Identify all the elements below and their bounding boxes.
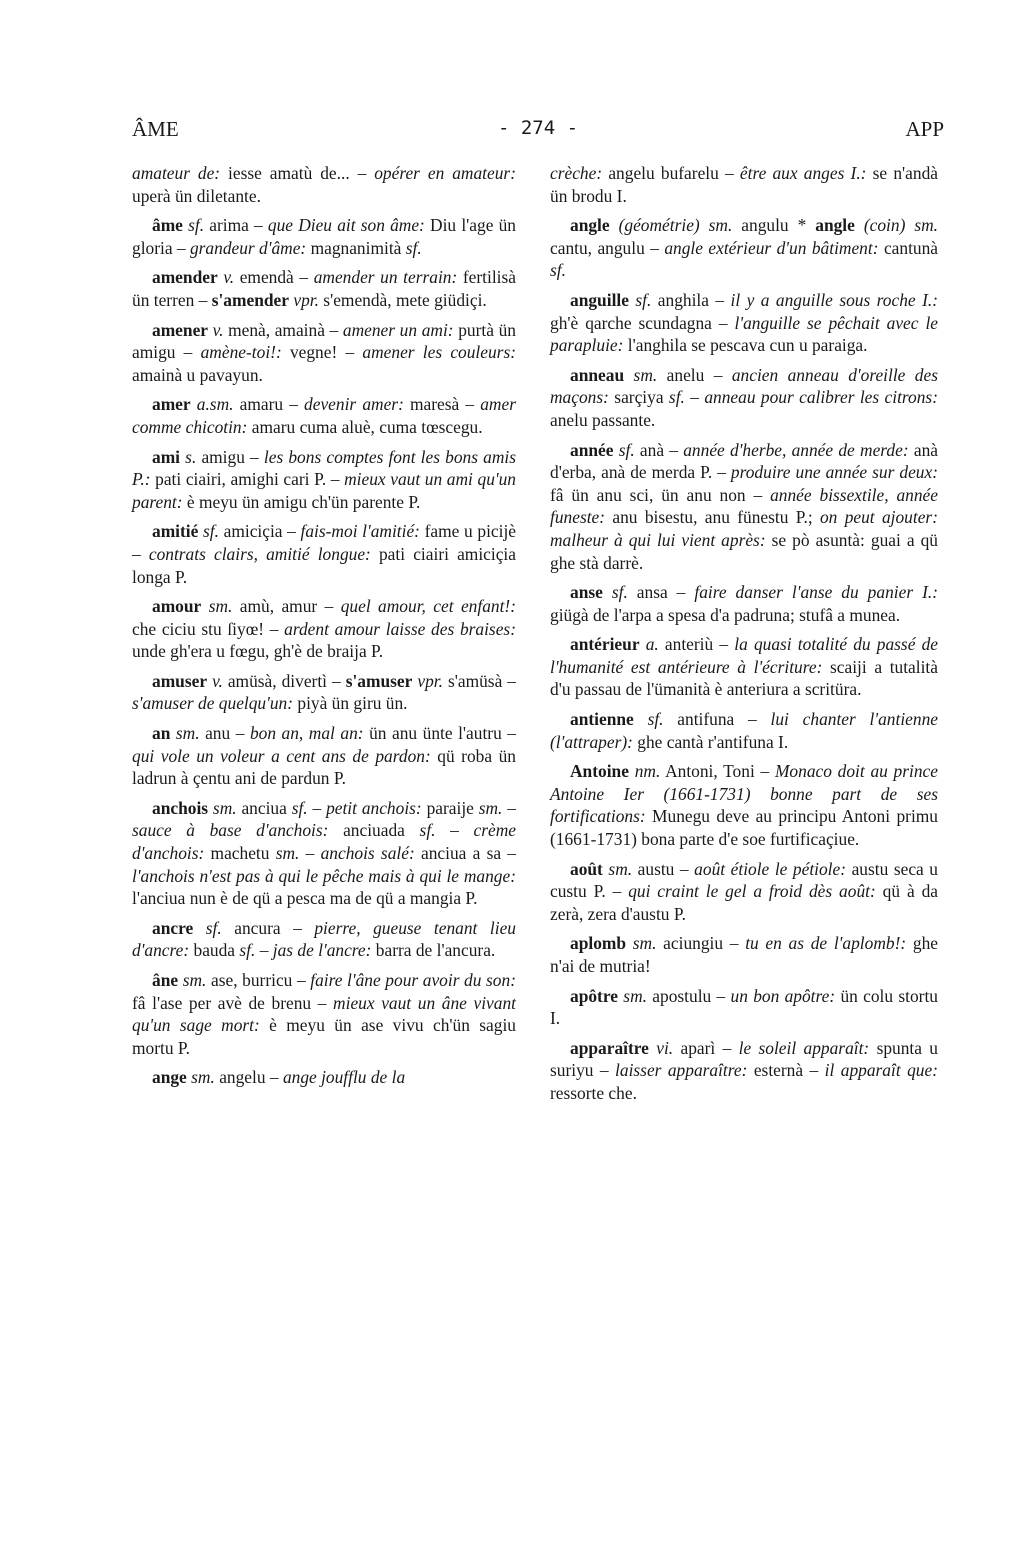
french-text: sf. [405,237,422,258]
headword: année [570,439,614,460]
dictionary-entry [550,364,938,432]
page-number: - 274 - [497,117,579,139]
french-text: pierre, gueuse tenant lieu d'ancre: [132,917,516,961]
headword: an [152,723,171,744]
french-text: sf. [611,582,628,603]
headword: ange [152,1067,187,1088]
monegasque-text: qü roba ün ladrun à çentu ani de pardun P. [132,745,516,789]
monegasque-text [193,918,206,938]
french-text: vpr. [293,289,319,310]
french-text: sf. [550,260,566,281]
monegasque-text [634,709,648,729]
monegasque-text: barra de l'ancura. [371,940,496,961]
monegasque-text: angelu – [214,1067,283,1088]
french-text: sm. [275,843,300,864]
dictionary-entry [550,708,938,753]
headword: antérieur [570,634,640,655]
french-text: (géométrie) sm. [618,215,733,236]
dictionary-entry [132,393,516,438]
monegasque-text: fâ l'ase per avè de brenu – [132,992,334,1013]
monegasque-text: amüsà, divertì – [222,670,346,691]
dictionary-entry [550,760,938,850]
monegasque-text: anà – [634,439,684,460]
monegasque-text: gh'è qarche scundagna – [550,312,735,333]
monegasque-text: angulu * [732,215,816,236]
monegasque-text: aciungiu – [656,933,746,954]
guide-word-right: APP [905,117,944,141]
french-text: sf. [203,521,219,542]
headword: amer [152,394,191,415]
french-text: sm. [633,364,658,385]
french-text: jas de l'ancre: [272,940,372,961]
french-text: quel amour, cet enfant!: [340,596,516,617]
monegasque-text: unde gh'era u fœgu, gh'è de braija P. [132,641,384,662]
monegasque-text: amaru cuma aluè, cuma tœscegu. [247,416,483,437]
headword: anneau [570,364,625,385]
french-text: amener un ami: [342,319,454,340]
french-text: Monaco doit au prince Antoine Ier (1661-1731) bonne part de ses fortifications: [550,761,938,827]
monegasque-text: Munegu deve au principu Antoni primu (1661-1731) bona parte d'e soe furtificaçiue. [550,806,938,850]
french-text: lui chanter l'antienne (l'attraper): [550,709,938,752]
monegasque-text: antifuna – [663,709,771,730]
monegasque-text: è meyu ün ase vivu ch'ün sagiu mortu P. [132,1015,517,1058]
monegasque-text: anciua a sa – [414,843,517,864]
monegasque-text: se pò asuntà: guai a qü ghe stà darrè. [550,529,938,573]
french-text: sf. [668,387,685,408]
monegasque-text: s'amüsà – [442,670,516,691]
french-text: amateur de: [132,163,221,183]
french-text: sm. [608,858,633,879]
dictionary-entry [132,266,516,311]
headword: angle [815,215,855,236]
french-text: sf. [647,709,664,730]
dictionary-entry [550,214,938,282]
monegasque-text: bauda [189,940,240,961]
monegasque-text: aparì – [673,1037,739,1058]
dictionary-entry [132,969,516,1059]
monegasque-text: – [502,797,516,818]
monegasque-text: iesse amatù de... – [220,163,375,183]
dictionary-entry [550,858,938,926]
headword: ami [152,446,181,467]
dictionary-entry [132,319,516,387]
french-text: amender un terrain: [313,267,458,288]
headword: ancre [152,917,194,938]
french-text: a.sm. [196,394,234,415]
monegasque-text: che ciciu stu ſiyœ! – [132,618,285,639]
french-text: ange joufflu de la [282,1067,406,1088]
headword: anchois [152,797,209,818]
french-text: il apparaît que: [824,1060,938,1081]
headword: amender [152,267,218,288]
running-header [132,117,944,147]
french-text: faire danser l'anse du panier I.: [694,582,939,603]
french-text: sm. [623,985,647,1006]
monegasque-text: – [307,797,327,818]
monegasque-text: l'anghila se pescava cun u paraiga. [623,335,868,356]
monegasque-text [603,582,612,602]
headword: âme [152,215,183,236]
french-text: l'anguille se pêchait avec le parapluie: [550,312,938,356]
monegasque-text: paraije [421,797,479,818]
monegasque-text: ghe cantà r'antifuna I. [632,731,789,752]
french-text: qui craint le gel a froid dès août: [628,881,876,902]
monegasque-text: ase, burricu – [206,970,311,990]
headword: Antoine [570,761,629,782]
monegasque-text: anciua [236,797,292,818]
french-text: sf. [239,940,256,961]
monegasque-text: qü à da zerà, zera d'austu P. [550,881,938,924]
french-text: fais-moi l'amitié: [300,521,420,542]
monegasque-text: ancura – [221,917,315,938]
monegasque-text: menà, amainà – [223,319,343,340]
dictionary-entry [550,581,938,626]
monegasque-text: fame u picijè – [132,521,517,564]
french-text: sauce à base d'anchois: [132,820,329,841]
dictionary-entry [132,670,516,715]
monegasque-text: se n'andà ün brodu I. [550,163,938,206]
french-text: ancien anneau d'oreille des maçons: [550,364,938,408]
headword: anse [570,582,603,603]
monegasque-text: Diu l'age ün gloria – [132,215,516,258]
monegasque-text: anelu passante. [550,409,656,430]
french-text: v. [212,319,224,340]
french-text: année d'herbe, année de merde: [683,439,909,460]
monegasque-text: austu seca u custu P. – [550,858,939,902]
headword: amuser [152,670,208,691]
french-text: v. [212,670,223,691]
monegasque-text [855,215,864,235]
monegasque-text [624,365,633,385]
monegasque-text: uperà ün diletante. [132,185,261,206]
dictionary-entry-continuation [550,162,938,207]
french-text: sm. [212,797,237,818]
monegasque-text: spunta u suriyu – [550,1037,939,1081]
dictionary-entry [550,633,938,701]
monegasque-text [626,933,633,953]
monegasque-text: arima – [204,215,268,236]
french-text: faire l'âne pour avoir du son: [310,970,516,990]
french-text: laisser apparaître: [615,1060,748,1081]
monegasque-text: – [435,820,474,841]
monegasque-text: ün colu stortu I. [550,985,938,1029]
monegasque-text: anà d'erba, anà de merda P. – [550,439,938,483]
french-text: amener les couleurs: [362,342,516,363]
french-text: ardent amour laisse des braises: [284,618,516,639]
monegasque-text: pati ciairi amiciçia longa P. [132,543,516,587]
monegasque-text: amù, amur – [232,596,341,617]
monegasque-text: amigu – [196,446,264,467]
monegasque-text: – [255,940,273,961]
french-text: crème d'anchois: [132,820,516,864]
french-text: tu en as de l'aplomb!: [745,933,907,954]
french-text: angle extérieur d'un bâtiment: [664,237,879,258]
french-text: v. [223,267,235,288]
monegasque-text: anu bisestu, anu fünestu P.; [605,507,820,528]
french-text: mieux vaut un âne vivant qu'un sage mort: [132,992,516,1036]
french-text: que Dieu ait son âme: [267,215,425,236]
french-text: (coin) sm. [863,215,938,236]
french-text: petit anchois: [326,797,422,818]
french-text: sm. [632,933,657,954]
french-text: un bon apôtre: [730,985,836,1006]
monegasque-text: fâ ün anu sci, ün anu non – [550,484,771,505]
monegasque-text: maresà – [403,394,481,415]
french-text: s. [185,446,197,467]
french-text: on peut ajouter: malheur à qui lui vient après: [550,507,938,550]
french-text: produire une année sur deux: [730,462,938,483]
headword: anguille [570,289,629,310]
monegasque-text: – [684,387,705,408]
headword: amour [152,596,202,617]
french-text: août étiole le pétiole: [694,858,847,879]
monegasque-text: vegne! – [281,342,363,363]
french-text: vpr. [417,670,443,691]
monegasque-text [201,596,208,616]
headword: apôtre [570,985,618,1006]
monegasque-text: l'anciua nun è de qü a pesca ma de qü a mangia P. [132,888,478,909]
dictionary-entry [132,214,516,259]
french-text: année bissextile, année funeste: [550,484,938,528]
headword: angle [570,215,610,236]
french-text: devenir amer: [304,394,404,415]
french-text: sf. [205,917,222,938]
french-text: sf. [419,820,436,841]
headword: août [570,858,603,879]
dictionary-entry [132,797,516,910]
headword: âne [152,970,179,990]
monegasque-text: anciuada [328,820,420,841]
monegasque-text: s'emendà, mete giüdiçi. [318,289,487,310]
french-text: mieux vaut un ami qu'un parent: [132,469,516,512]
dictionary-entry [132,446,516,514]
monegasque-text: anteriù – [658,634,735,655]
french-text: sf. [618,439,635,460]
monegasque-text: Antoni, Toni – [660,761,775,782]
monegasque-text: emendà – [234,267,314,288]
dictionary-entry-continuation [132,162,516,207]
french-text: sm. [175,723,200,744]
monegasque-text: ansa – [627,582,695,603]
french-text: amène-toi!: [200,342,282,363]
french-text: crèche: [550,163,603,183]
dictionary-entry [132,1066,516,1089]
french-text: s'amuser de quelqu'un: [132,693,294,714]
monegasque-text: scaiji a tutalità d'u passau de l'ümanità è anteriura a scritüra. [550,656,938,700]
monegasque-text: amaru – [233,394,305,415]
monegasque-text: machetu [204,843,276,864]
monegasque-text: pati ciairi, amighi cari P. – [150,469,345,490]
monegasque-text: amiciçia – [218,521,301,542]
french-text: il y a anguille sous roche I.: [730,289,938,310]
dictionary-entry [132,595,516,663]
french-text: qui vole un voleur a cent ans de pardon: [132,745,431,766]
monegasque-text: anu – [199,723,250,744]
dictionary-entry [550,439,938,575]
monegasque-text: purtà ün amigu – [132,319,516,363]
monegasque-text: – [299,843,321,864]
french-text: sf. [188,215,205,236]
french-text: bon an, mal an: [249,723,364,744]
french-text: sm. [182,970,207,990]
monegasque-text: ün anu ünte l'autru – [363,723,516,744]
french-text: l'anchois n'est pas à qui le pêche mais à qui le mange: [132,865,516,886]
dictionary-column-left [132,162,516,1096]
dictionary-entry [550,289,938,357]
monegasque-text: esternà – [747,1060,825,1081]
french-text: être aux anges I.: [739,163,867,183]
french-text: le soleil apparaît: [738,1037,870,1058]
monegasque-text: ressorte che. [550,1082,637,1103]
headword: antienne [570,709,634,730]
headword: apparaître [570,1037,649,1058]
monegasque-text: giügà de l'arpa a spesa d'a padruna; stufâ a munea. [550,604,901,625]
french-text: anneau pour calibrer les citrons: [704,387,938,408]
dictionary-entry [132,722,516,790]
monegasque-text: sarçiya [608,387,669,408]
french-text: sf. [635,289,652,310]
headword: amener [152,319,209,340]
monegasque-text: ghe n'ai de mutria! [550,933,938,976]
headword: aplomb [570,933,627,954]
monegasque-text: anghila – [651,289,731,310]
monegasque-text: austu – [632,858,695,879]
monegasque-text: è meyu ün amigu ch'ün parente P. [182,491,421,512]
french-text: opérer en amateur: [374,163,516,183]
french-text: nm. [634,761,661,782]
french-text: grandeur d'âme: [189,237,307,258]
monegasque-text: piyà ün giru ün. [293,693,408,714]
french-text: anchois salé: [320,843,415,864]
headword: amitié [152,521,199,542]
dictionary-entry [132,917,516,962]
monegasque-text: cantu, angulu – [550,237,665,258]
dictionary-entry [550,1037,938,1105]
dictionary-entry [550,985,938,1030]
monegasque-text: cantunà [878,237,939,258]
french-text: la quasi totalité du passé de l'humanité est antérieure à l'écriture: [550,634,938,677]
headword: s'amuser [345,670,413,691]
french-text: amer comme chicotin: [132,394,516,437]
french-text: sm. [191,1067,215,1088]
guide-word-left: ÂME [132,117,179,141]
french-text: a. [645,634,659,655]
french-text: sm. [208,596,233,617]
dictionary-entry [550,932,938,977]
french-text: contrats clairs, amitié longue: [148,543,371,564]
monegasque-text: magnanimità [306,237,406,258]
monegasque-text: fertilisà ün terren – [132,267,516,310]
french-text: vi. [656,1037,674,1058]
french-text: sf. [291,797,308,818]
dictionary-column-right [550,162,938,1112]
monegasque-text: anelu – [657,364,732,385]
monegasque-text: apostulu – [646,985,731,1006]
monegasque-text: amainà u pavayun. [132,364,263,385]
dictionary-entry [132,520,516,588]
monegasque-text: angelu bufarelu – [602,163,740,183]
french-text: sm. [478,797,503,818]
french-text: les bons comptes font les bons amis P.: [132,446,516,490]
headword: s'amender [211,289,289,310]
monegasque-text [610,215,619,235]
